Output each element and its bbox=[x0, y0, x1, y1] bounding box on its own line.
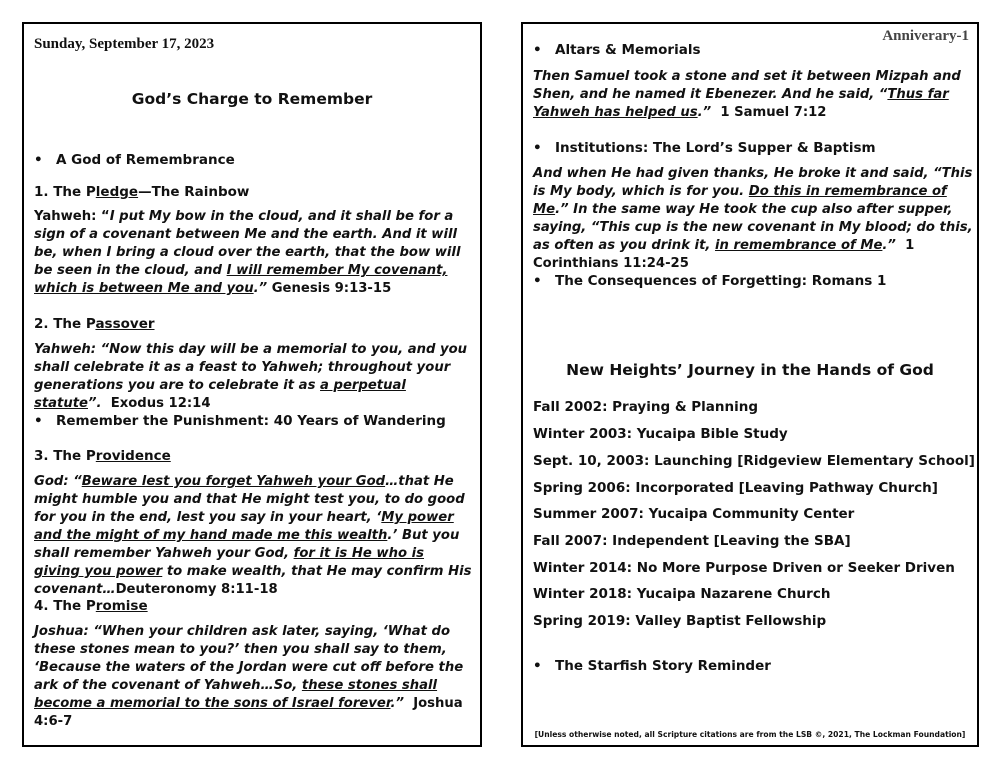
corinthians-quote: And when He had given thanks, He broke it and said, “This is My body, which is for you. Do this in remembrance of Me.” In the same way He took the cup also after supper, saying, “This cup is the new covenant in My blood; do this, as often as you drink it, in remembrance of Me.” 1 Corinthians 11:24-25 bbox=[533, 166, 973, 271]
timeline-item: Sept. 10, 2003: Launching [Ridgeview Elementary School] bbox=[533, 453, 975, 469]
journey-title: New Heights’ Journey in the Hands of God bbox=[566, 361, 934, 379]
bullet-altars: • Altars & Memorials bbox=[555, 42, 701, 58]
timeline-item: Winter 2018: Yucaipa Nazarene Church bbox=[533, 586, 831, 602]
timeline-item: Fall 2007: Independent [Leaving the SBA] bbox=[533, 533, 851, 549]
timeline-item: Summer 2007: Yucaipa Community Center bbox=[533, 506, 855, 522]
bullet-consequences: • The Consequences of Forgetting: Romans 1 bbox=[555, 273, 886, 289]
page-tag: Anniverary-1 bbox=[882, 28, 969, 44]
providence-quote: God: “Beware lest you forget Yahweh your God…that He might humble you and that He might test you, to do good for you in the end, lest you say in your heart, ‘My power and the might of my hand made me this wealth.’ But you shall remember Yahweh your God, for it is He who is giving you power to make wealth, that He may confirm His covenant…Deuteronomy 8:11-18 bbox=[34, 474, 472, 597]
left-page bbox=[22, 22, 482, 747]
pledge-quote: Yahweh: “I put My bow in the cloud, and it shall be for a sign of a covenant between Me and the earth. And it will be, when I bring a cloud over the earth, that the bow will be seen in the cloud, and I will remember My covenant, which is between Me and you.” Genesis 9:13-15 bbox=[34, 209, 461, 296]
timeline-item: Spring 2019: Valley Baptist Fellowship bbox=[533, 613, 827, 629]
section-promise-heading: 4. The Promise bbox=[34, 598, 148, 614]
service-date: Sunday, September 17, 2023 bbox=[34, 36, 215, 52]
promise-quote: Joshua: “When your children ask later, saying, ‘What do these stones mean to you?’ then you shall say to them, ‘Because the waters of the Jordan were cut off before the ark of the covenant of Yahweh…So, these stones shall become a memorial to the sons of Israel forever.” Joshua 4:6-7 bbox=[34, 624, 464, 729]
timeline-item: Winter 2003: Yucaipa Bible Study bbox=[533, 426, 788, 442]
passover-quote: Yahweh: “Now this day will be a memorial to you, and you shall celebrate it as a feast to Yahweh; throughout your generations you are to celebrate it as a perpetual statute”. Exodus 12:14 bbox=[34, 342, 468, 411]
timeline-item: Winter 2014: No More Purpose Driven or Seeker Driven bbox=[533, 560, 955, 576]
bullet-institutions: • Institutions: The Lord’s Supper & Baptism bbox=[555, 140, 876, 156]
bullet-remembrance: • A God of Remembrance bbox=[56, 152, 235, 168]
samuel-quote: Then Samuel took a stone and set it between Mizpah and Shen, and he named it Ebenezer. And he said, “Thus far Yahweh has helped us.” 1 Samuel 7:12 bbox=[533, 69, 961, 120]
bullet-punishment: • Remember the Punishment: 40 Years of Wandering bbox=[56, 413, 446, 429]
timeline-item: Spring 2006: Incorporated [Leaving Pathway Church] bbox=[533, 480, 938, 496]
timeline-item: Fall 2002: Praying & Planning bbox=[533, 399, 759, 415]
scripture-footnote: [Unless otherwise noted, all Scripture citations are from the LSB ©, 2021, The Lockman Foundation] bbox=[534, 730, 966, 739]
section-providence-heading: 3. The Providence bbox=[34, 448, 171, 464]
sermon-title: God’s Charge to Remember bbox=[131, 90, 373, 108]
right-page bbox=[521, 22, 979, 747]
section-pledge-heading: 1. The Pledge—The Rainbow bbox=[34, 184, 250, 200]
bullet-starfish: • The Starfish Story Reminder bbox=[555, 658, 771, 674]
section-passover-heading: 2. The Passover bbox=[34, 316, 155, 332]
